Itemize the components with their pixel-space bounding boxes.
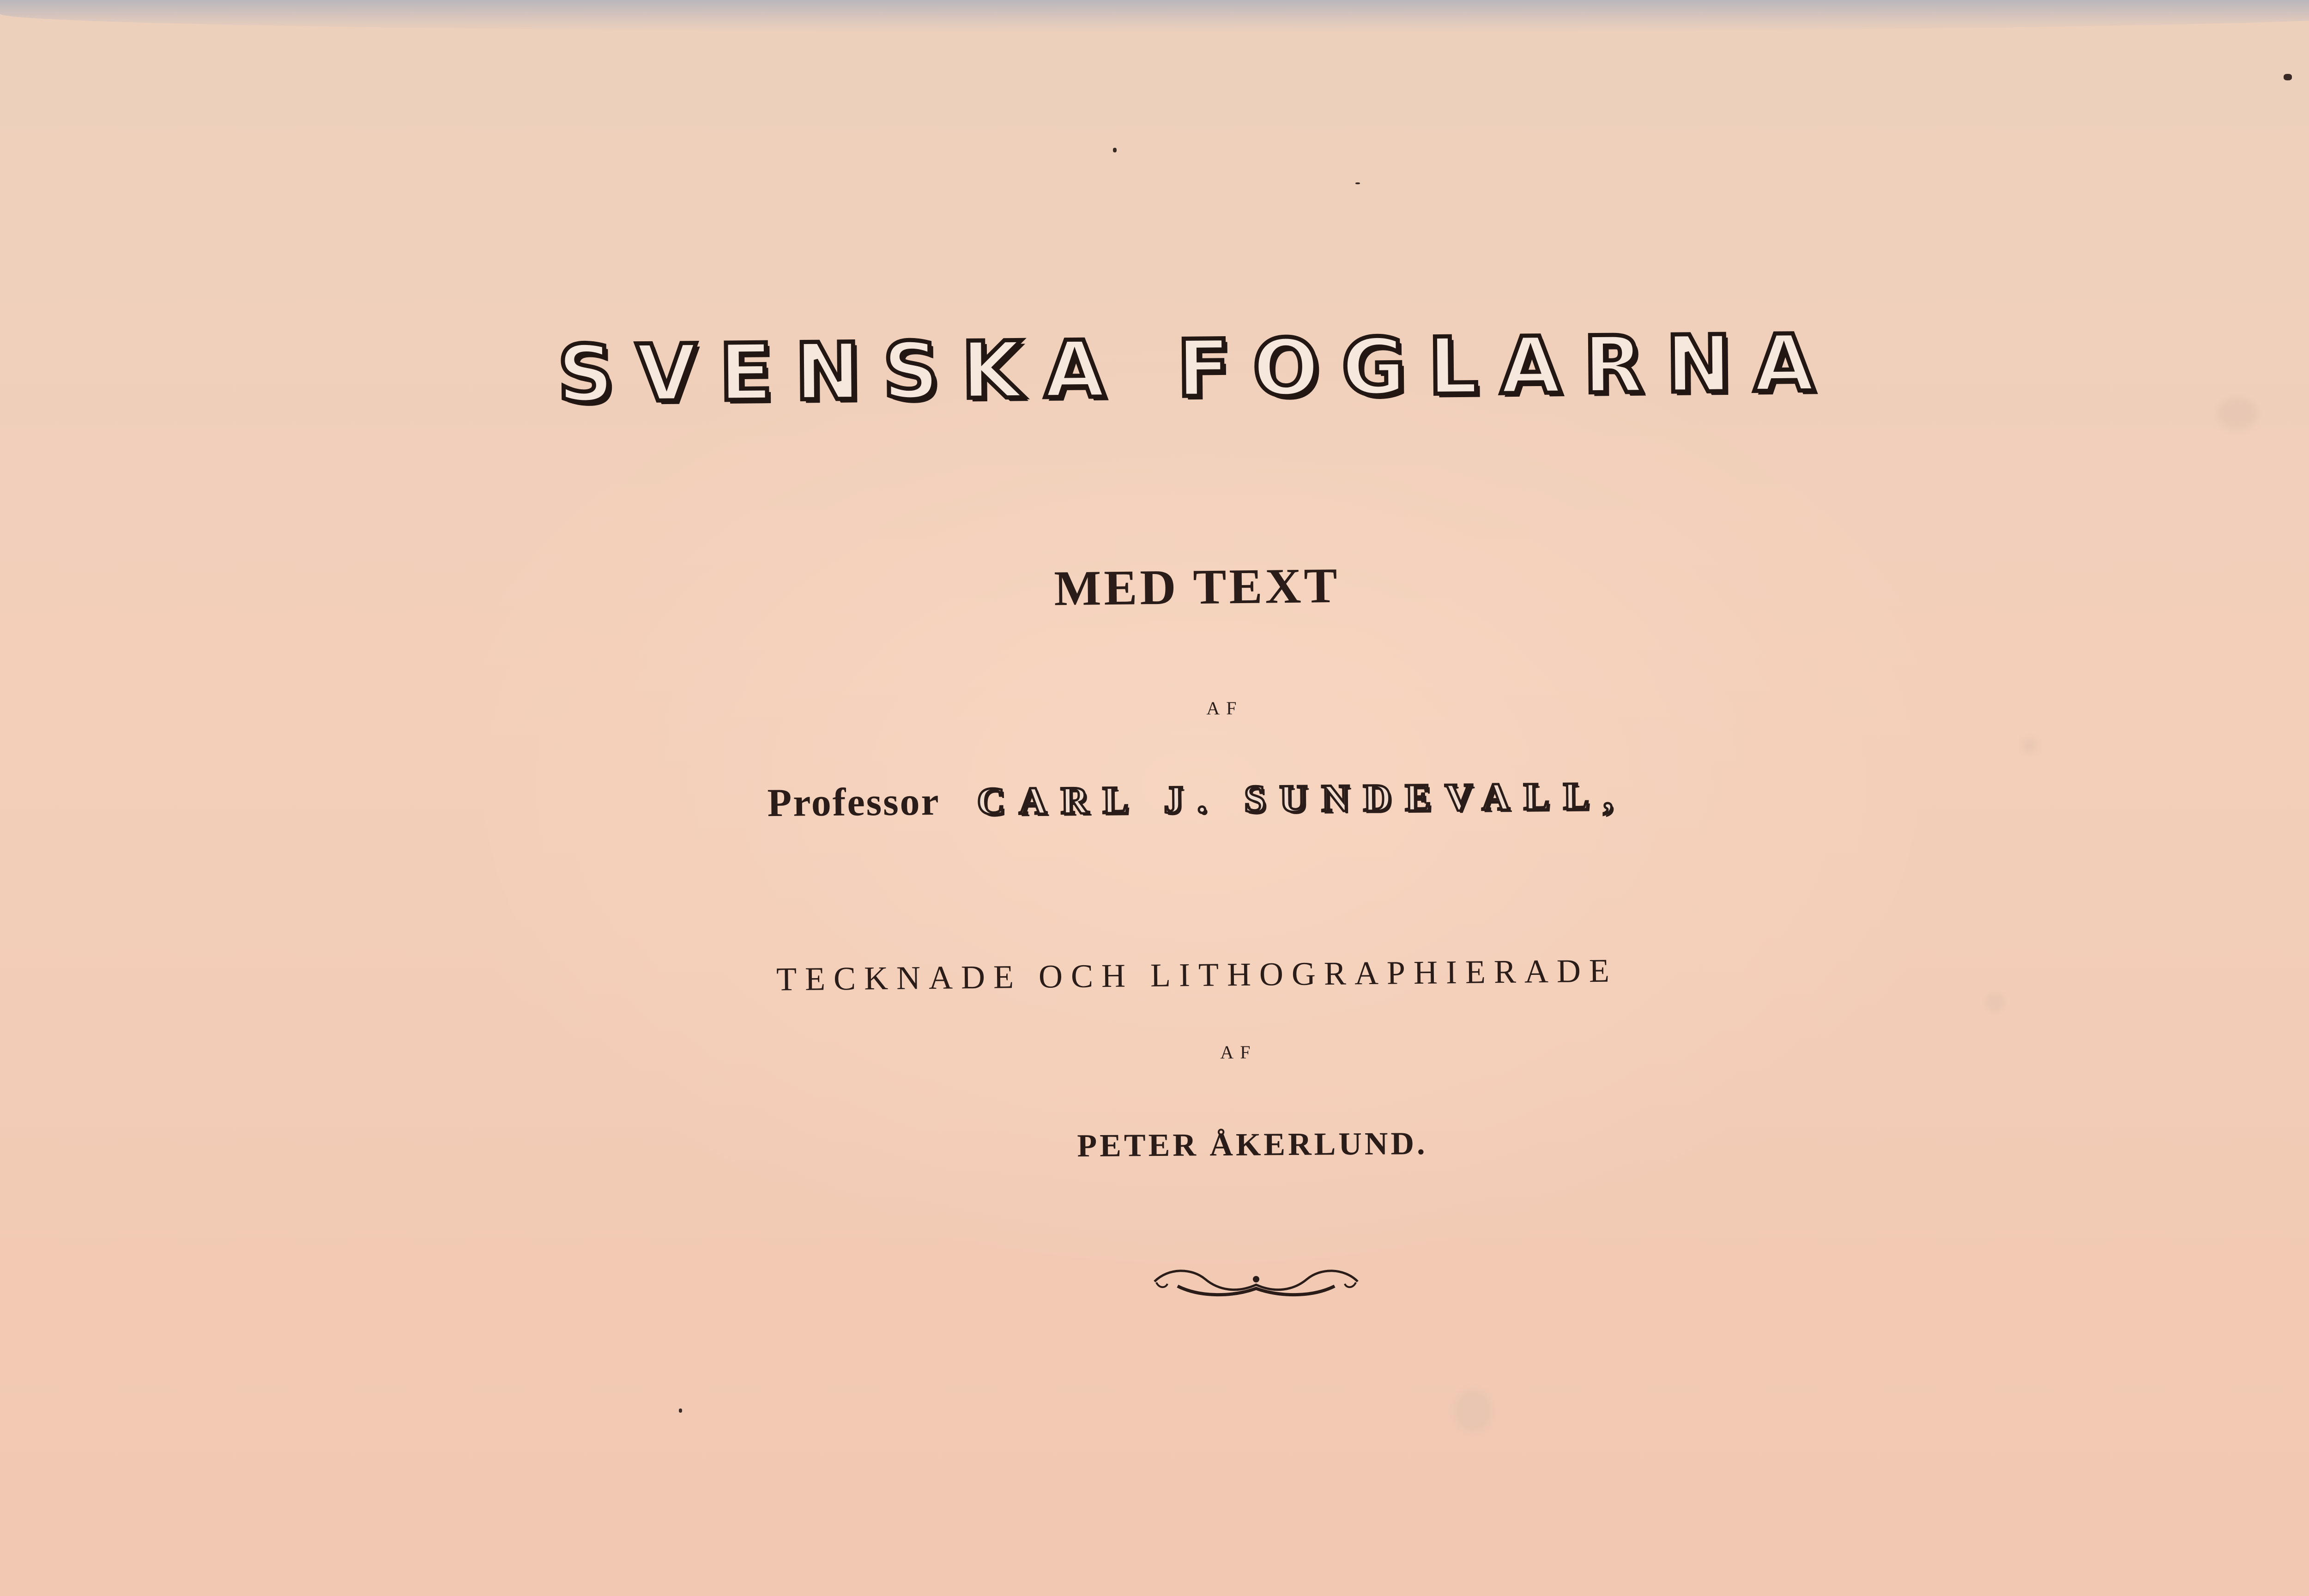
paper-speck xyxy=(2284,74,2292,80)
paper-speck xyxy=(679,1409,682,1413)
paper-speck xyxy=(1113,148,1117,152)
paper-stain xyxy=(1455,1390,1492,1432)
artist-name: PETER ÅKERLUND. xyxy=(1077,1125,1428,1164)
by-label-2: AF xyxy=(1220,1042,1257,1063)
paper-stain xyxy=(1986,993,2004,1011)
page-top-edge xyxy=(0,0,2309,32)
author-line xyxy=(0,765,2309,832)
book-title: SVENSKA FOGLARNA xyxy=(557,317,1837,421)
subtitle: MED TEXT xyxy=(1053,558,1341,617)
author-name: CARL J. SUNDEVALL, xyxy=(977,774,1627,823)
by-label: AF xyxy=(1206,698,1243,719)
paper-stain xyxy=(2023,739,2037,753)
flourish-ornament-icon xyxy=(1150,1261,1362,1302)
illustration-credit: TECKNADE OCH LITHOGRAPHIERADE xyxy=(776,952,1618,998)
author-prefix: Professor xyxy=(767,779,941,825)
paper-speck xyxy=(1355,182,1360,184)
